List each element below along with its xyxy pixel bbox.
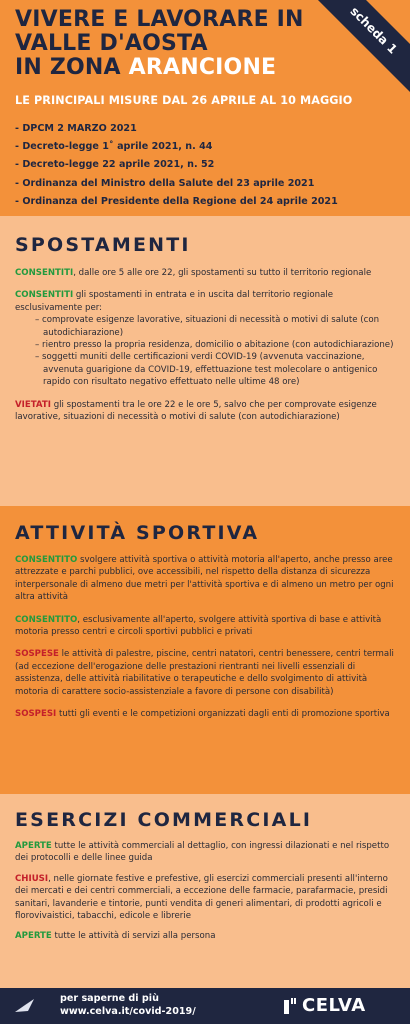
- title-zone-color: ARANCIONE: [128, 55, 277, 80]
- footer: [0, 988, 410, 1024]
- paragraph: [15, 873, 395, 923]
- list-item: – rientro presso la propria residenza, domicilio o abitazione (con autodichiarazione): [35, 339, 395, 351]
- references-list: [15, 120, 338, 211]
- keyword-open: APERTE: [15, 931, 52, 942]
- paper-plane-icon: [14, 996, 36, 1018]
- paragraph: [15, 614, 395, 639]
- sheet-ribbon-label: scheda 1: [347, 4, 400, 57]
- reference-item: - Ordinanza del Ministro della Salute del 23 aprile 2021: [15, 175, 338, 193]
- page-title: [15, 8, 304, 80]
- paragraph-text: , dalle ore 5 alle ore 22, gli spostamenti su tutto il territorio regionale: [73, 268, 372, 278]
- paragraph-text: tutte le attività di servizi alla persona: [51, 931, 216, 942]
- sheet-ribbon: [301, 0, 410, 103]
- list-item: – soggetti muniti delle certificazioni verdi COVID-19 (avvenuta vaccinazione, avvenuta guarigione da COVID-19, effettuazione test molecolare o antigenico rapido con risultato negativo effettuato nelle ultime 48 ore): [35, 351, 395, 388]
- paragraph: [15, 267, 395, 279]
- keyword-open: APERTE: [15, 841, 52, 851]
- reference-item: - Decreto-legge 22 aprile 2021, n. 52: [15, 156, 338, 174]
- paragraph-text: , nelle giornate festive e prefestive, gli esercizi commerciali presenti all'interno dei mercati e dei centri commerciali, a eccezione delle farmacie, parafarmacie, presidi sanitari, lavanderie e tintorie, punti vendita di generi alimentari, di prodotti agricoli e florovivaistici, tabacchi, edicole e librerie: [15, 873, 388, 922]
- section-attivita-sportiva: [0, 506, 410, 794]
- section-title: ATTIVITÀ SPORTIVA: [15, 522, 260, 544]
- reference-item: - DPCM 2 MARZO 2021: [15, 120, 338, 138]
- paragraph-text: gli spostamenti tra le ore 22 e le ore 5, salvo che per comprovate esigenze lavorative, situazioni di necessità o motivi di salute (con autodichiarazione): [15, 399, 377, 423]
- title-line-3-a: IN ZONA: [15, 55, 129, 80]
- paragraph-text: le attività di palestre, piscine, centri natatori, centri benessere, centri termali (ad eccezione dell'erogazione delle prestazioni rientranti nei livelli essenziali di assistenza, delle attività riabilitative o terapeutiche e dello svolgimento di attività motoria di carattere socio-assistenziale a favore di persone con disabilità): [15, 649, 394, 697]
- paragraph: [15, 399, 395, 424]
- more-info-label: per saperne di più: [60, 993, 159, 1004]
- keyword-forbidden: VIETATI: [15, 399, 51, 410]
- paragraph-text: gli spostamenti in entrata e in uscita dal territorio regionale esclusivamente per:: [15, 290, 334, 313]
- section-spostamenti: [0, 216, 410, 506]
- reference-item: - Decreto-legge 1˚ aprile 2021, n. 44: [15, 138, 338, 156]
- page-subtitle: LE PRINCIPALI MISURE DAL 26 APRILE AL 10 MAGGIO: [15, 94, 353, 107]
- section-title: SPOSTAMENTI: [15, 234, 191, 256]
- keyword-suspended: SOSPESE: [15, 649, 59, 660]
- paragraph-text: tutti gli eventi e le competizioni organizzati dagli enti di promozione sportiva: [56, 709, 390, 720]
- list-item: – comprovate esigenze lavorative, situazioni di necessità o motivi di salute (con autodichiarazione): [35, 314, 395, 339]
- paragraph: [15, 289, 395, 314]
- paragraph: [15, 648, 395, 698]
- header: [0, 0, 410, 216]
- keyword-suspended: SOSPESI: [15, 709, 57, 720]
- section-esercizi-commerciali: [0, 794, 410, 988]
- paragraph-text: , esclusivamente all'aperto, svolgere attività sportiva di base e attività motoria presso centri e circoli sportivi pubblici e privati: [15, 614, 382, 638]
- conditions-list: [15, 314, 395, 388]
- paragraph: [15, 840, 395, 865]
- section-title: ESERCIZI COMMERCIALI: [15, 809, 313, 831]
- celva-logo-mark: [284, 998, 298, 1018]
- keyword-allowed: CONSENTITI: [15, 290, 74, 301]
- celva-logo: CELVA: [302, 995, 366, 1016]
- title-line-1: VIVERE E LAVORARE IN: [15, 7, 304, 32]
- paragraph-text: svolgere attività sportiva o attività motoria all'aperto, anche presso aree attrezzate e parchi pubblici, ove accessibili, nel rispetto della distanza di sicurezza interpersonale di almeno due metri per l'attività sportiva e di almeno un metro per ogni altra attività: [15, 555, 394, 603]
- keyword-allowed: CONSENTITO: [15, 614, 78, 625]
- keyword-closed: CHIUSI: [15, 873, 49, 884]
- keyword-allowed: CONSENTITI: [15, 268, 74, 278]
- paragraph: [15, 554, 395, 604]
- paragraph: [15, 930, 395, 942]
- paragraph: [15, 708, 395, 720]
- website-url[interactable]: www.celva.it/covid-2019/: [60, 1006, 196, 1017]
- more-info-link[interactable]: [60, 992, 196, 1018]
- paragraph-text: tutte le attività commerciali al dettaglio, con ingressi dilazionati e nel rispetto dei protocolli e delle linee guida: [15, 841, 390, 864]
- title-line-3: [15, 56, 304, 80]
- reference-item: - Ordinanza del Presidente della Regione del 24 aprile 2021: [15, 193, 338, 211]
- title-line-2: VALLE D'AOSTA: [15, 31, 208, 56]
- keyword-allowed: CONSENTITO: [15, 555, 78, 565]
